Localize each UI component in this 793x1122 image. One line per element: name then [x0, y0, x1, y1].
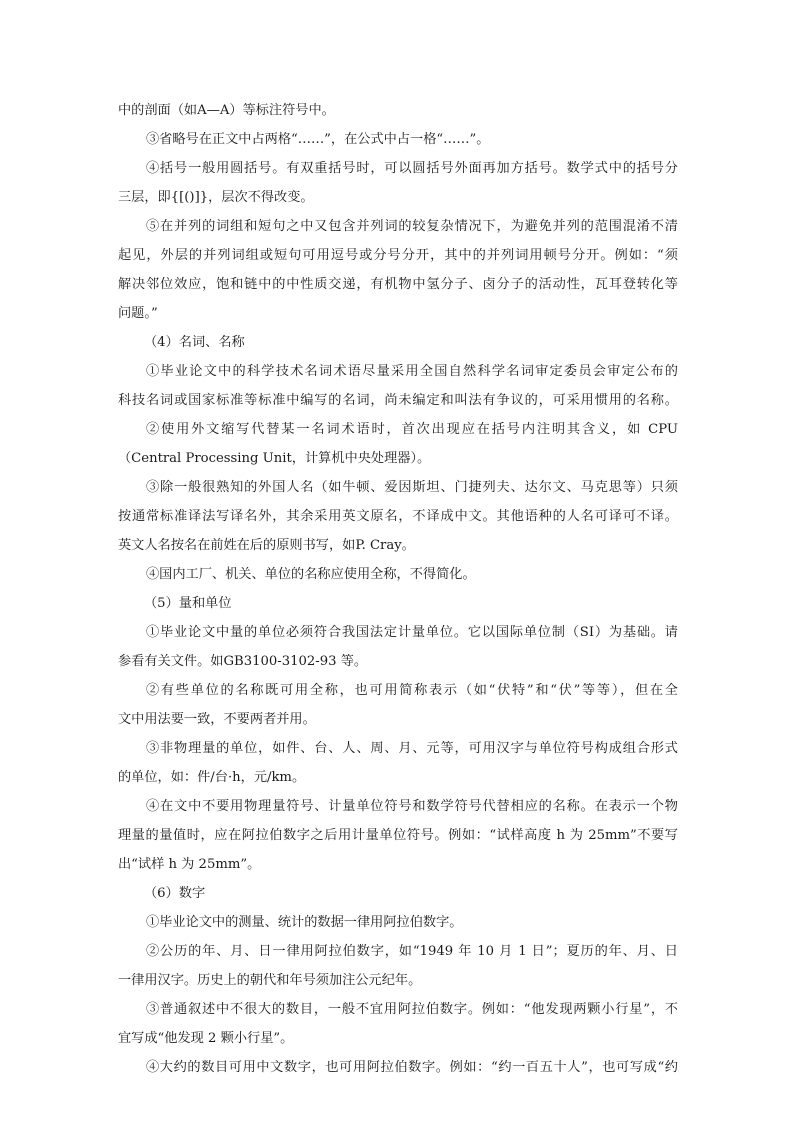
text-line: 参看有关文件。如GB3100-3102-93 等。: [118, 654, 368, 669]
text-line: 三层，即{[()]}，层次不得改变。: [118, 190, 314, 205]
text-line: ①毕业论文中的科学技术名词术语尽量采用全国自然科学名词审定委员会审定公布的: [146, 364, 678, 379]
text-line: 理量的量值时，应在阿拉伯数字之后用计量单位符号。例如：“试样高度 h 为 25mm”不要写: [118, 828, 678, 843]
text-line: 起见，外层的并列词组或短句可用逗号或分号分开，其中的并列词用顿号分开。例如：“须: [118, 248, 678, 263]
section-heading: （5）量和单位: [144, 596, 232, 611]
text-line: ④括号一般用圆括号。有双重括号时，可以圆括号外面再加方括号。数学式中的括号分: [146, 161, 678, 176]
text-line: ③普通叙述中不很大的数目，一般不宜用阿拉伯数字。例如：“他发现两颗小行星”，不: [146, 1002, 678, 1017]
document-body: [118, 96, 678, 1082]
text-line: ④在文中不要用物理量符号、计量单位符号和数学符号代替相应的名称。在表示一个物: [146, 799, 678, 814]
text-line: 出“试样 h 为 25mm”。: [118, 857, 261, 872]
text-line: ④大约的数目可用中文数字，也可用阿拉伯数字。例如：“约一百五十人”，也可写成“约: [146, 1060, 678, 1075]
text-line: 中的剖面（如A—A）等标注符号中。: [118, 103, 335, 118]
text-line: 问题。”: [118, 306, 158, 321]
text-line: ①毕业论文中量的单位必须符合我国法定计量单位。它以国际单位制（SI）为基础。请: [146, 625, 678, 640]
text-line: 文中用法要一致，不要两者并用。: [118, 712, 316, 727]
text-line: 宜写成“他发现 2 颗小行星”。: [118, 1031, 294, 1046]
text-line: ②使用外文缩写代替某一名词术语时，首次出现应在括号内注明其含义，如 CPU: [146, 422, 678, 437]
text-line: 一律用汉字。历史上的朝代和年号须加注公元纪年。: [118, 973, 422, 988]
text-line: ①毕业论文中的测量、统计的数据一律用阿拉伯数字。: [146, 915, 463, 930]
text-line: 按通常标准译法写译名外，其余采用英文原名，不译成中文。其他语种的人名可译可不译。: [118, 509, 678, 524]
text-line: 解决邻位效应，饱和链中的中性质交递，有机物中氢分子、卤分子的活动性，瓦耳登转化等: [118, 277, 678, 292]
text-line: ③非物理量的单位，如件、台、人、周、月、元等，可用汉字与单位符号构成组合形式: [146, 741, 678, 756]
text-line: ②有些单位的名称既可用全称，也可用简称表示（如“伏特”和“伏”等等），但在全: [146, 683, 678, 698]
text-line: ⑤在并列的词组和短句之中又包含并列词的较复杂情况下，为避免并列的范围混淆不清: [146, 219, 678, 234]
section-heading: （6）数字: [144, 886, 206, 901]
text-line: ③除一般很熟知的外国人名（如牛顿、爱因斯坦、门捷列夫、达尔文、马克思等）只须: [146, 480, 678, 495]
text-line: 英文人名按名在前姓在后的原则书写，如P. Cray。: [118, 538, 415, 553]
text-line: 的单位，如：件/台·h，元/km。: [118, 770, 306, 785]
text-line: （Central Processing Unit，计算机中央处理器）。: [118, 451, 431, 466]
section-heading: （4）名词、名称: [144, 335, 245, 350]
text-line: ④国内工厂、机关、单位的名称应使用全称，不得简化。: [146, 567, 476, 582]
text-line: ②公历的年、月、日一律用阿拉伯数字，如“1949 年 10 月 1 日”；夏历的年、月、日: [146, 944, 678, 959]
text-line: ③省略号在正文中占两格“……”，在公式中占一格“……”。: [146, 132, 490, 147]
text-line: 科技名词或国家标准等标准中编写的名词，尚未编定和叫法有争议的，可采用惯用的名称。: [118, 393, 678, 408]
